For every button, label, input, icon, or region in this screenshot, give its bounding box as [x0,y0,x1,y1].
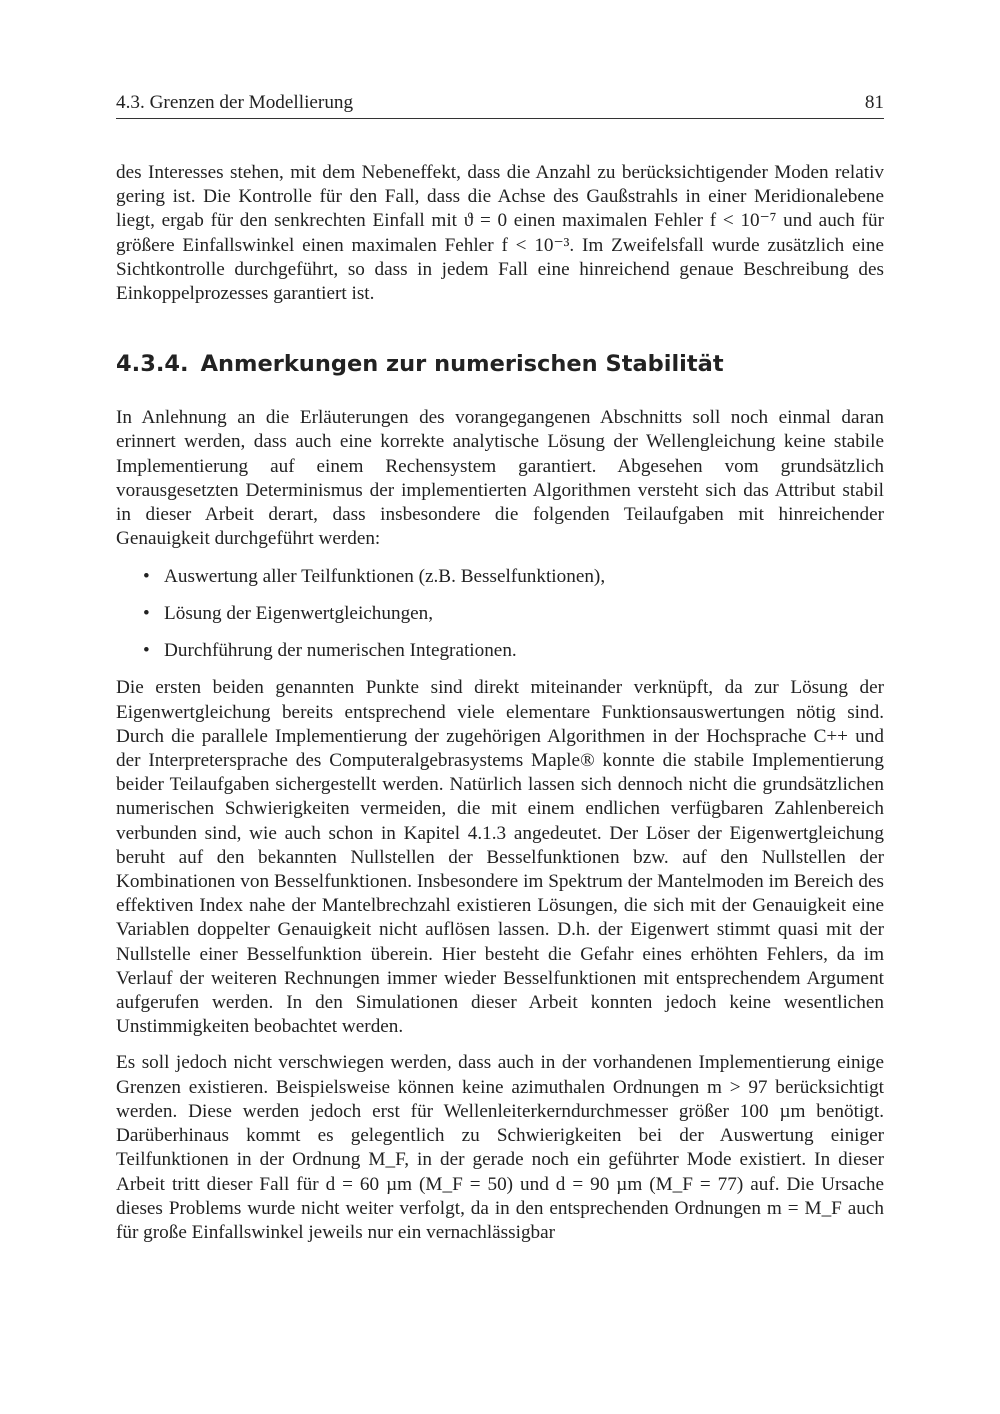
page-number: 81 [864,92,884,113]
paragraph-3: Die ersten beiden genannten Punkte sind direkt miteinander verknüpft, da zur Lösung der Eigenwertgleichung bereits entsprechend viele elementare Funktionsauswertungen nötig sind. Durch die parallele Implementierung der zugehörigen Algorithmen in der Hochsprache C++ und der Interpretersprache des Computeralgebrasystems Maple® konnte die stabile Implementierung beider Teilaufgaben sichergestellt werden. Natürlich lassen sich dennoch nicht die grundsätzlichen numerischen Schwierigkeiten vermeiden, die mit einem endlichen verfügbaren Zahlenbereich verbunden sind, wie auch schon in Kapitel 4.1.3 angedeutet. Der Löser der Eigenwertgleichung beruht auf den bekannten Nullstellen der Besselfunktionen bzw. auf den Nullstellen der Kombinationen von Besselfunktionen. Insbesondere im Spektrum der Mantelmoden im Bereich des effektiven Index nahe der Mantelbrechzahl existieren Lösungen, die sich mit der Genauigkeit eine Variablen doppelter Genauigkeit nicht auflösen lassen. D.h. der Eigenwert stimmt quasi mit der Nullstelle einer Besselfunktion überein. Hier besteht die Gefahr eines erhöhten Fehlers, da im Verlauf der weiteren Rechnungen immer wieder Besselfunktionen mit entsprechendem Argument aufgerufen werden. In den Simulationen dieser Arbeit konnten jedoch keine wesentlichen Unstimmigkeiten beobachtet werden. [116,677,884,1038]
bullet-icon: • [143,566,150,588]
list-item-text: Lösung der Eigenwertgleichungen, [164,603,434,625]
section-heading [116,350,884,378]
bullet-list [116,565,884,663]
paragraph-1: des Interesses stehen, mit dem Nebeneffekt, dass die Anzahl zu berücksichtigender Moden relativ gering ist. Die Kontrolle für den Fall, dass die Achse des Gaußstrahls in einer Meridionalebene liegt, ergab für den senkrechten Einfall mit ϑ = 0 einen maximalen Fehler f < 10⁻⁷ und auch für größere Einfallswinkel einen maximalen Fehler f < 10⁻³. Im Zweifelsfall wurde zusätzlich eine Sichtkontrolle durchgeführt, so dass in jedem Fall eine hinreichend genaue Beschreibung des Einkoppelprozesses garantiert ist. [116,162,884,305]
section-title: Anmerkungen zur numerischen Stabilität [200,351,724,378]
bullet-icon: • [143,603,150,625]
list-item [116,565,884,589]
list-item [116,639,884,663]
document-page [116,92,884,1245]
section-number: 4.3.4. [116,351,189,378]
header-section-title: 4.3. Grenzen der Modellierung [116,92,354,113]
list-item [116,602,884,626]
list-item-text: Auswertung aller Teilfunktionen (z.B. Besselfunktionen), [164,566,606,588]
list-item-text: Durchführung der numerischen Integrationen. [164,640,517,662]
bullet-icon: • [143,640,150,662]
running-header [116,92,884,119]
paragraph-4: Es soll jedoch nicht verschwiegen werden, dass auch in der vorhandenen Implementierung einige Grenzen existieren. Beispielsweise können keine azimuthalen Ordnungen m > 97 berücksichtigt werden. Diese werden jedoch erst für Wellenleiterkerndurchmesser größer 100 µm benötigt. Darüberhinaus kommt es gelegentlich zu Schwierigkeiten bei der Auswertung einiger Teilfunktionen in der Ordnung M_F, in der gerade noch ein geführter Mode existiert. In dieser Arbeit tritt dieser Fall für d = 60 µm (M_F = 50) und d = 90 µm (M_F = 77) auf. Die Ursache dieses Problems wurde nicht weiter verfolgt, da in den entsprechenden Ordnungen m = M_F auch für große Einfallswinkel jeweils nur ein vernachlässigbar [116,1052,884,1243]
paragraph-2: In Anlehnung an die Erläuterungen des vorangegangenen Abschnitts soll noch einmal daran erinnert werden, dass auch eine korrekte analytische Lösung der Wellengleichung keine stabile Implementierung auf einem Rechensystem garantiert. Abgesehen vom grundsätzlich vorausgesetzten Determinismus der implementierten Algorithmen versteht sich das Attribut stabil in dieser Arbeit derart, dass insbesondere die folgenden Teilaufgaben mit hinreichender Genauigkeit durchgeführt werden: [116,407,884,550]
